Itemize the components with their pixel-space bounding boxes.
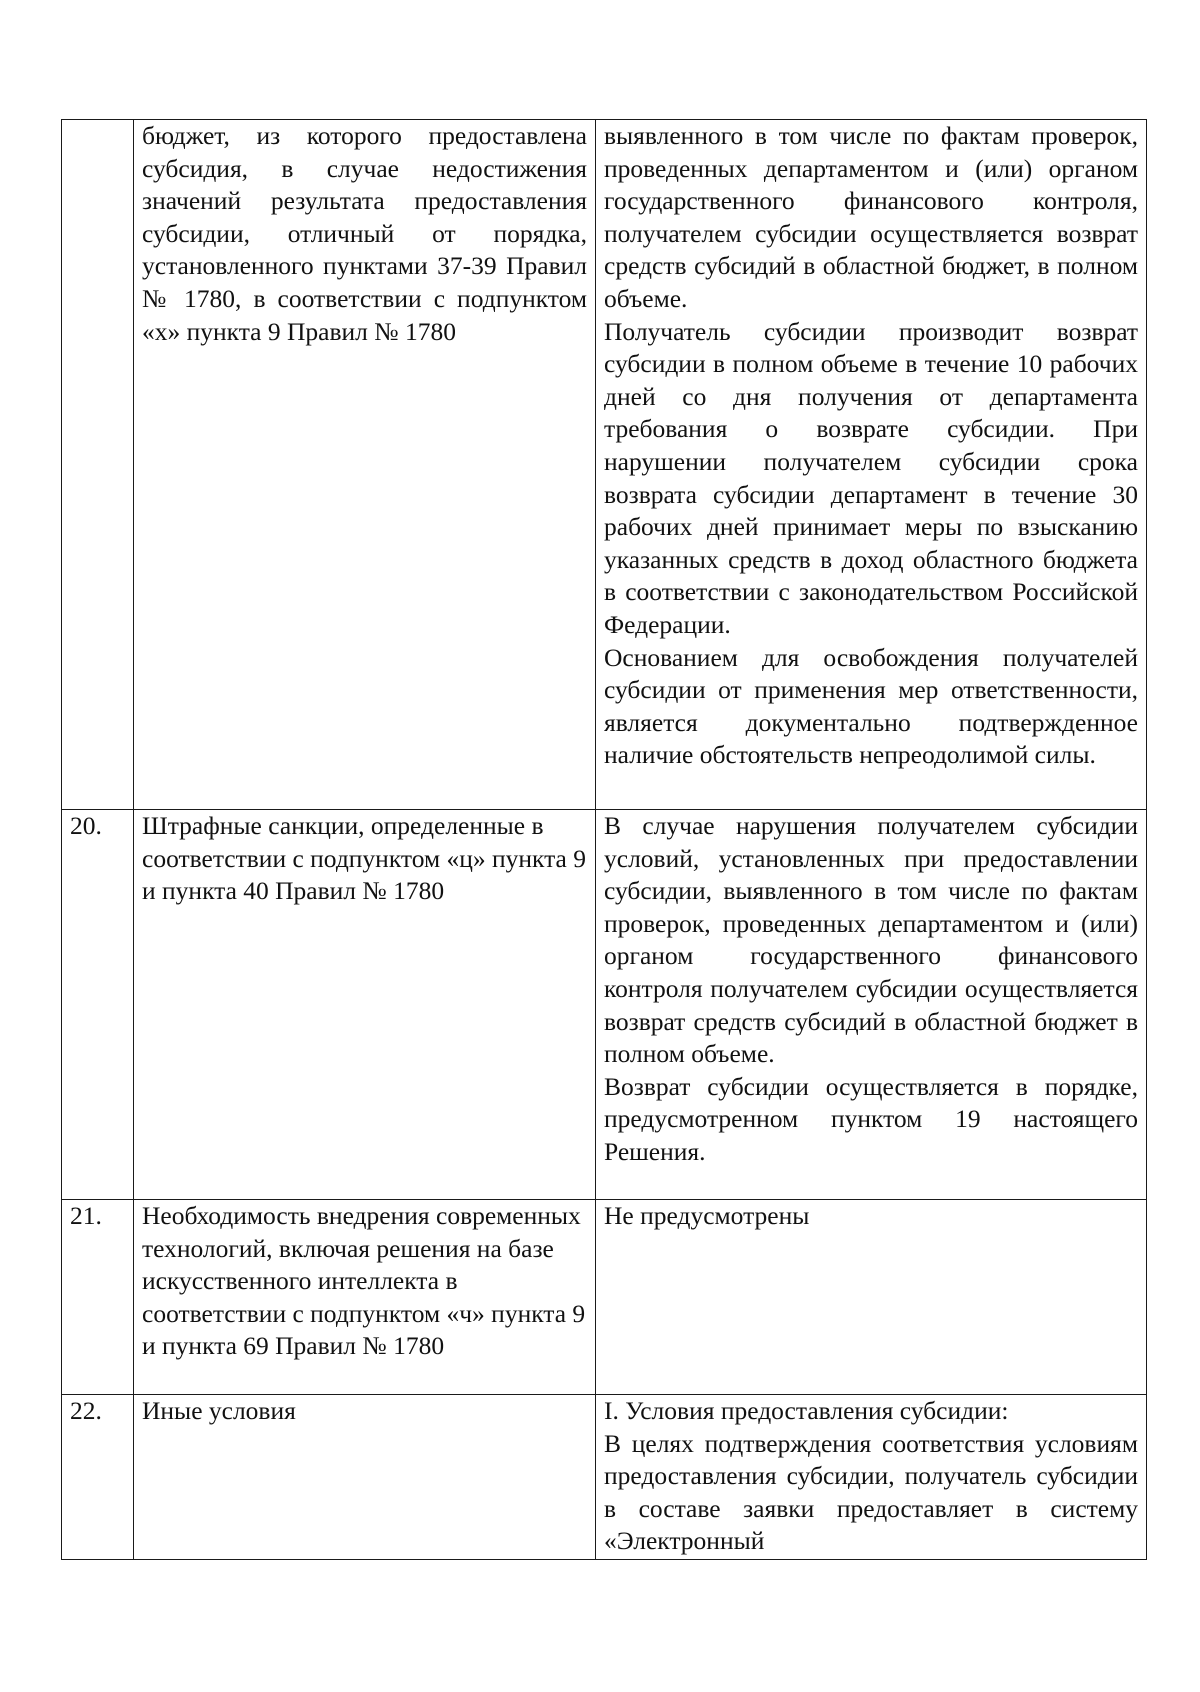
row-name — [134, 120, 596, 810]
row-name-text: бюджет, из которого предоставлена субсидия, в случае недостижения значений результата предоставления субсидии, отличный от порядка, установленного пунктами 37-39 Правил № 1780, в соответствии с подпунктом «х» пункта 9 Правил № 1780 — [142, 121, 587, 346]
description-paragraph: Не предусмотрены — [604, 1201, 810, 1230]
table-row — [62, 1200, 1147, 1395]
description-paragraph: Основанием для освобождения получателей субсидии от применения мер ответственности, является документально подтвержденное наличие обстоятельств непреодолимой силы. — [604, 642, 1138, 770]
description-paragraph: Получатель субсидии производит возврат субсидии в полном объеме в течение 10 рабочих дней со дня получения от департамента требования о возврате субсидии. При нарушении получателем субсидии срока возврата субсидии департамент в течение 30 рабочих дней принимает меры по взысканию указанных средств в доход областного бюджета в соответствии с законодательством Российской Федерации. — [604, 316, 1138, 639]
row-number — [62, 120, 134, 810]
row-name-text: Необходимость внедрения современных технологий, включая решения на базе искусственного интеллекта в соответствии с подпунктом «ч» пункта 9 и пункта 69 Правил № 1780 — [142, 1201, 586, 1361]
table-row — [62, 1395, 1147, 1560]
row-name — [134, 1200, 596, 1395]
row-number: 20. — [62, 810, 134, 1200]
table-row — [62, 120, 1147, 810]
row-name — [134, 1395, 596, 1560]
description-paragraph: I. Условия предоставления субсидии: — [604, 1396, 1009, 1425]
conditions-table — [61, 119, 1147, 1560]
description-paragraph: В случае нарушения получателем субсидии условий, установленных при предоставлении субсидии, выявленного в том числе по фактам проверок, проведенных департаментом и (или) органом государственного финансового контроля получателем субсидии осуществляется возврат средств субсидий в областной бюджет в полном объеме. — [604, 811, 1138, 1069]
row-description — [596, 1200, 1147, 1395]
row-number: 21. — [62, 1200, 134, 1395]
description-paragraph: Возврат субсидии осуществляется в порядке, предусмотренном пунктом 19 настоящего Решения. — [604, 1071, 1138, 1166]
table-row — [62, 810, 1147, 1200]
row-description — [596, 1395, 1147, 1560]
row-name-text: Иные условия — [142, 1396, 296, 1425]
description-paragraph: выявленного в том числе по фактам проверок, проведенных департаментом и (или) органом государственного финансового контроля, получателем субсидии осуществляется возврат средств субсидий в областной бюджет, в полном объеме. — [604, 121, 1138, 313]
description-paragraph: В целях подтверждения соответствия условиям предоставления субсидии, получатель субсидии в составе заявки предоставляет в систему «Электронный — [604, 1428, 1138, 1556]
row-name-text: Штрафные санкции, определенные в соответствии с подпунктом «ц» пункта 9 и пункта 40 Правил № 1780 — [142, 811, 586, 906]
row-description — [596, 120, 1147, 810]
row-number: 22. — [62, 1395, 134, 1560]
row-name — [134, 810, 596, 1200]
row-description — [596, 810, 1147, 1200]
